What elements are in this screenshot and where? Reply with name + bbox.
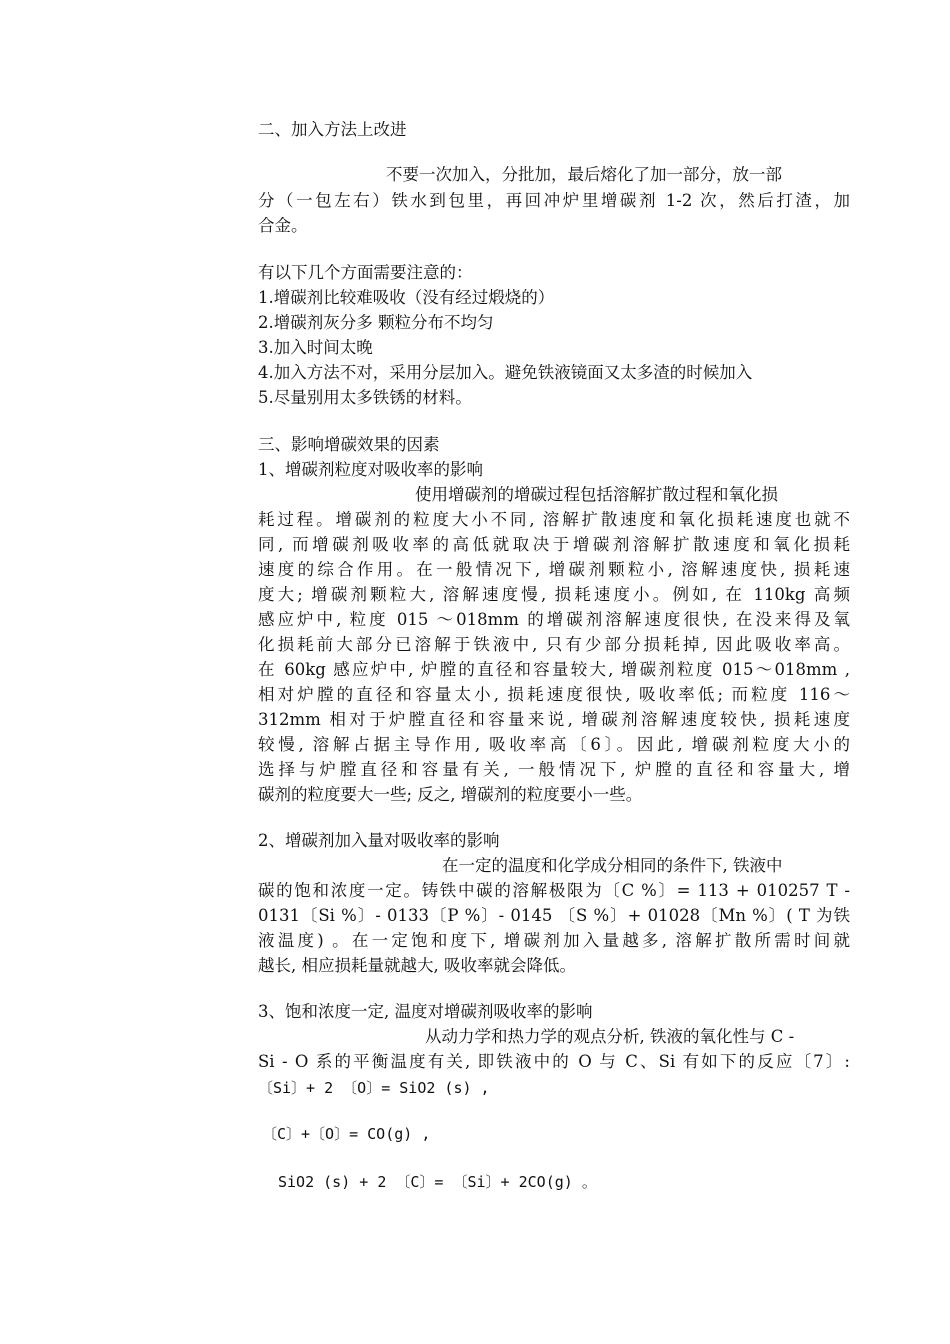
paragraph-line: 液温度) 。在一定饱和度下, 增碳剂加入量越多, 溶解扩散所需时间就 (258, 931, 850, 950)
paragraph-line: 度大; 增碳剂颗粒大, 溶解速度慢, 损耗速度小。例如, 在 110kg 高频 (258, 585, 850, 604)
paragraph-line: 分（一包左右）铁水到包里，再回冲炉里增碳剂 1-2 次，然后打渣，加 (258, 191, 850, 210)
paragraph-line: 碳的饱和浓度一定。铸铁中碳的溶解极限为〔C %〕= 113 + 010257 T - (258, 881, 850, 900)
note-item: 3.加入时间太晚 (258, 338, 373, 357)
note-item: 4.加入方法不对，采用分层加入。避免铁液镜面又太多渣的时候加入 (258, 363, 753, 382)
paragraph-line: 同, 而增碳剂吸收率的高低就取决于增碳剂溶解扩散速度和氧化损耗 (258, 535, 850, 554)
paragraph-line: 不要一次加入，分批加，最后熔化了加一部分，放一部 (386, 165, 782, 184)
note-item: 1.增碳剂比较难吸收（没有经过煅烧的） (258, 288, 555, 307)
paragraph-line: 耗过程。增碳剂的粒度大小不同, 溶解扩散速度和氧化损耗速度也就不 (258, 510, 850, 529)
paragraph-line: 0131〔Si %〕- 0133〔P %〕- 0145 〔S %〕+ 01028〔Mn %〕( T 为铁 (258, 906, 850, 925)
subsection-1-title: 1、增碳剂粒度对吸收率的影响 (258, 460, 483, 479)
note-item: 5.尽量别用太多铁锈的材料。 (258, 388, 472, 407)
paragraph-line: 选择与炉膛直径和容量有关, 一般情况下, 炉膛的直径和容量大, 增 (258, 760, 850, 779)
paragraph-line: 在 60kg 感应炉中, 炉膛的直径和容量较大, 增碳剂粒度 015～018mm , (258, 660, 850, 679)
paragraph-line: 速度的综合作用。在一般情况下, 增碳剂颗粒小, 溶解速度快, 损耗速 (258, 560, 850, 579)
paragraph-line: 使用增碳剂的增碳过程包括溶解扩散过程和氧化损 (415, 485, 778, 504)
equation-3: SiO2 (s) + 2 〔C〕= 〔Si〕+ 2CO(g) 。 (278, 1173, 597, 1191)
paragraph-line: 相对炉膛的直径和容量太小, 损耗速度很快, 吸收率低; 而粒度 116～ (258, 685, 850, 704)
paragraph-line: 312mm 相对于炉膛直径和容量来说, 增碳剂溶解速度较快, 损耗速度 (258, 710, 850, 729)
section-2-title: 二、加入方法上改进 (258, 120, 407, 139)
equation-2: 〔C〕+〔O〕= CO(g) , (262, 1125, 431, 1143)
paragraph-line: 从动力学和热力学的观点分析, 铁液的氧化性与 C - (425, 1027, 795, 1046)
paragraph-line: 较慢, 溶解占据主导作用, 吸收率高〔6〕。因此, 增碳剂粒度大小的 (258, 735, 850, 754)
paragraph-line: 感应炉中, 粒度 015 ～018mm 的增碳剂溶解速度很快, 在没来得及氧 (258, 610, 850, 629)
paragraph-line: 碳剂的粒度要大一些; 反之, 增碳剂的粒度要小一些。 (258, 785, 643, 804)
paragraph-line: 合金。 (258, 216, 308, 235)
section-3-title: 三、影响增碳效果的因素 (258, 435, 440, 454)
paragraph-line: 在一定的温度和化学成分相同的条件下, 铁液中 (442, 856, 783, 875)
note-item: 2.增碳剂灰分多 颗粒分布不均匀 (258, 313, 494, 332)
subsection-3-title: 3、饱和浓度一定, 温度对增碳剂吸收率的影响 (258, 1002, 593, 1021)
paragraph-line: 越长, 相应损耗量就越大, 吸收率就会降低。 (258, 956, 576, 975)
subsection-2-title: 2、增碳剂加入量对吸收率的影响 (258, 831, 500, 850)
notes-title: 有以下几个方面需要注意的： (258, 263, 473, 282)
paragraph-line: Si - O 系的平衡温度有关, 即铁液中的 O 与 C、Si 有如下的反应〔7〕: (258, 1052, 850, 1071)
equation-1: 〔Si〕+ 2 〔O〕= SiO2 (s) , (258, 1079, 490, 1097)
paragraph-line: 化损耗前大部分已溶解于铁液中, 只有少部分损耗掉, 因此吸收率高。 (258, 635, 850, 654)
